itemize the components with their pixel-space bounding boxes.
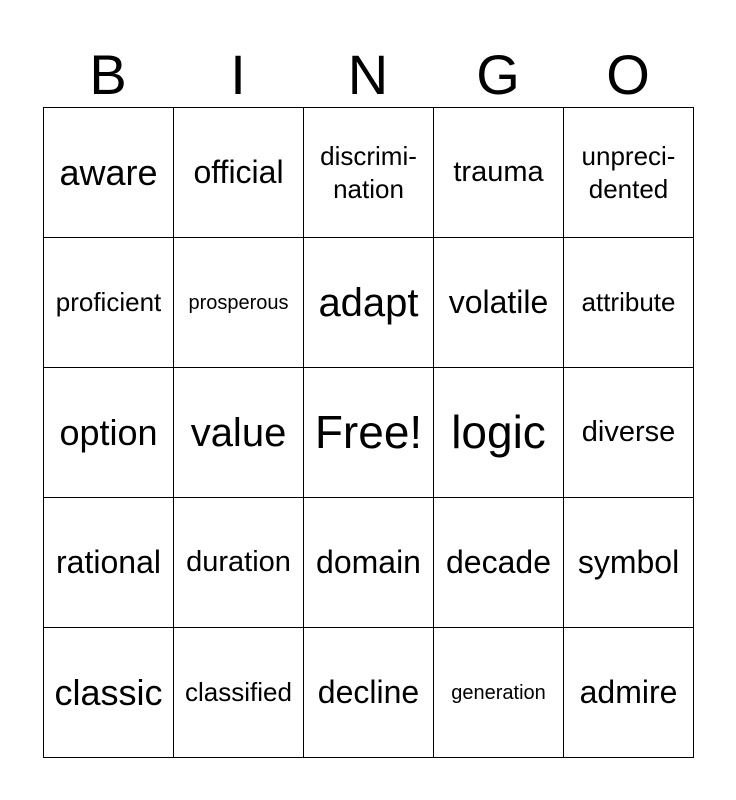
bingo-cell-r3c5[interactable]: diverse xyxy=(564,368,694,498)
bingo-cell-r4c2[interactable]: duration xyxy=(174,498,304,628)
bingo-cell-r2c2[interactable]: prosperous xyxy=(174,238,304,368)
bingo-cell-r1c5[interactable]: unpreci- dented xyxy=(564,108,694,238)
bingo-cell-r1c3[interactable]: discrimi- nation xyxy=(304,108,434,238)
bingo-cell-r1c1[interactable]: aware xyxy=(44,108,174,238)
bingo-grid xyxy=(43,107,694,758)
bingo-cell-r2c1[interactable]: proficient xyxy=(44,238,174,368)
header-letter-i: I xyxy=(230,43,246,106)
bingo-cell-r3c2[interactable]: value xyxy=(174,368,304,498)
bingo-cell-r4c4[interactable]: decade xyxy=(434,498,564,628)
bingo-cell-r4c3[interactable]: domain xyxy=(304,498,434,628)
bingo-cell-r2c4[interactable]: volatile xyxy=(434,238,564,368)
bingo-cell-r4c5[interactable]: symbol xyxy=(564,498,694,628)
bingo-cell-r5c5[interactable]: admire xyxy=(564,628,694,758)
bingo-cell-r1c2[interactable]: official xyxy=(174,108,304,238)
header-letter-b: B xyxy=(89,43,127,106)
bingo-cell-r4c1[interactable]: rational xyxy=(44,498,174,628)
bingo-cell-r3c3-free[interactable]: Free! xyxy=(304,368,434,498)
bingo-header xyxy=(43,42,693,108)
bingo-cell-r5c1[interactable]: classic xyxy=(44,628,174,758)
header-letter-o: O xyxy=(606,43,650,106)
header-letter-g: G xyxy=(476,43,520,106)
bingo-cell-r5c4[interactable]: generation xyxy=(434,628,564,758)
bingo-cell-r1c4[interactable]: trauma xyxy=(434,108,564,238)
bingo-cell-r2c3[interactable]: adapt xyxy=(304,238,434,368)
header-letter-n: N xyxy=(347,43,389,106)
bingo-cell-r5c2[interactable]: classified xyxy=(174,628,304,758)
bingo-cell-r5c3[interactable]: decline xyxy=(304,628,434,758)
bingo-cell-r3c4[interactable]: logic xyxy=(434,368,564,498)
bingo-cell-r2c5[interactable]: attribute xyxy=(564,238,694,368)
bingo-cell-r3c1[interactable]: option xyxy=(44,368,174,498)
